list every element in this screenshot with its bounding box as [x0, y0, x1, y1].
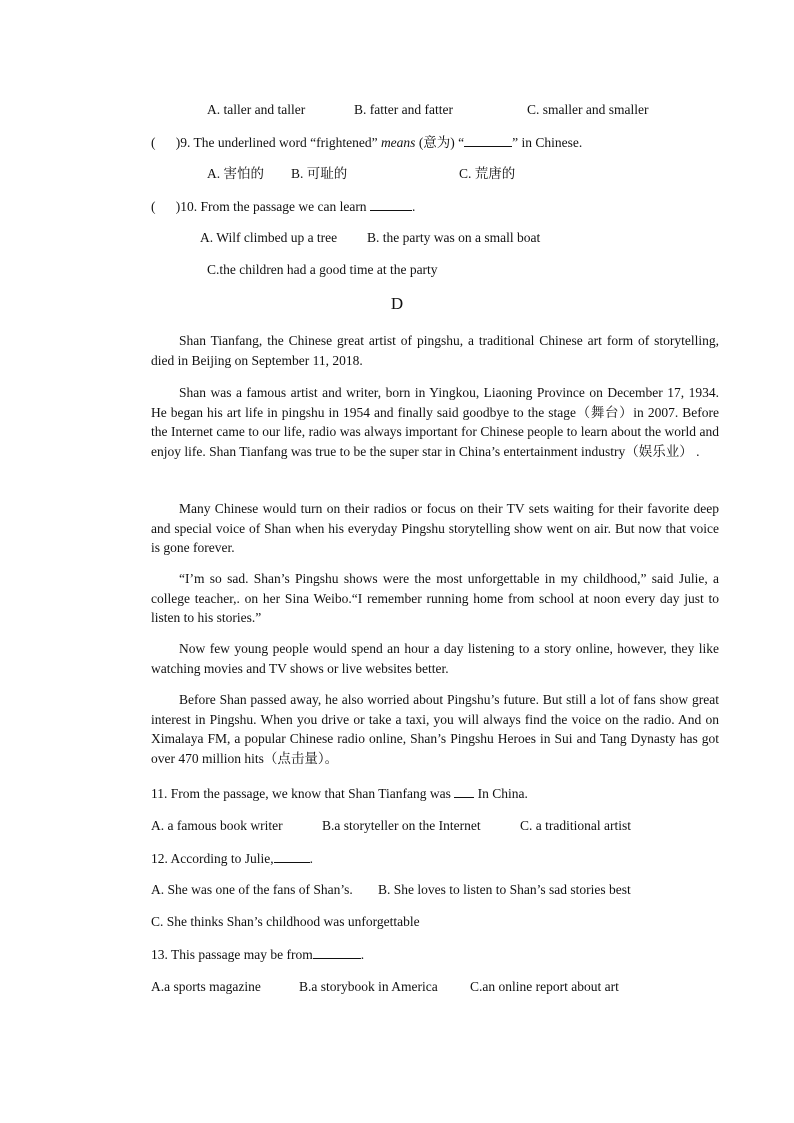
q10-option-a: A. Wilf climbed up a tree: [200, 230, 338, 245]
answer-blank: [313, 946, 361, 959]
q10-text: 10. From the passage we can learn: [180, 199, 367, 214]
q10-option-c: C.the children had a good time at the party: [207, 262, 438, 277]
answer-bracket: ( ): [151, 135, 181, 150]
answer-blank: [370, 198, 412, 211]
q12-text: 12. According to Julie,: [151, 851, 274, 866]
q13-option-c: C.an online report about art: [470, 979, 619, 994]
q9-prefix: 9. The underlined word “frightened”: [180, 135, 378, 150]
q11-option-a: A. a famous book writer: [151, 818, 283, 833]
q12-question: [151, 850, 313, 867]
q12-end: .: [309, 851, 313, 866]
q10-end: .: [411, 199, 416, 214]
q9-option-a: A. 害怕的: [207, 166, 264, 181]
q11-option-c: C. a traditional artist: [520, 818, 631, 833]
q12-option-b: B. She loves to listen to Shan’s sad stories best: [378, 882, 631, 897]
q13-end: .: [360, 947, 365, 962]
q8-option-c: C. smaller and smaller: [527, 102, 649, 117]
q9-question: [151, 134, 582, 151]
answer-blank: [274, 850, 310, 863]
q8-option-a: A. taller and taller: [207, 102, 306, 117]
answer-blank: [454, 785, 474, 798]
passage-paragraph-3: Many Chinese would turn on their radios or focus on their TV sets waiting for their favorite deep and special voice of Shan when his everyday Pingshu storytelling show went on air. But now that voice is gone forever.: [151, 501, 719, 555]
q10-question: [151, 198, 415, 215]
q10-option-b: B. the party was on a small boat: [367, 230, 541, 245]
q13-text: 13. This passage may be from: [151, 947, 313, 962]
q13-option-b: B.a storybook in America: [299, 979, 438, 994]
q8-option-b: B. fatter and fatter: [354, 102, 453, 117]
passage-paragraph-4: “I’m so sad. Shan’s Pingshu shows were the most unforgettable in my childhood,” said Julie, a college teacher,. on her Sina Weibo.“I remember running home from school at noon every day just to listen to his stories.”: [151, 571, 719, 625]
q11-question: [151, 785, 528, 802]
q9-option-c: C. 荒唐的: [459, 166, 516, 181]
q13-question: [151, 946, 364, 963]
passage-paragraph-6: Before Shan passed away, he also worried about Pingshu’s future. But still a lot of fans show great interest in Pingshu. When you drive or take a taxi, you will always find the voice on the radio. And on Ximalaya FM, a popular Chinese radio online, Shan’s Pingshu Heroes in Sui and Tang Dynasty has got over 470 million hits（点击量）。: [151, 692, 719, 766]
q11-text: 11. From the passage, we know that Shan Tianfang was: [151, 786, 451, 801]
answer-bracket: ( ): [151, 199, 181, 214]
passage-paragraph-2: Shan was a famous artist and writer, born in Yingkou, Liaoning Province on December 17, 1934. He began his art life in pingshu in 1954 and finally said goodbye to the stage（舞台）in 2007. Before the Internet came to our life, radio was always important for Chinese people to learn about the world and enjoy life. Shan Tianfang was true to be the super star in China’s entertainment industry（娱乐业） .: [151, 385, 719, 459]
q11-end: In China.: [474, 786, 528, 801]
q11-option-b: B.a storyteller on the Internet: [322, 818, 481, 833]
passage-paragraph-5: Now few young people would spend an hour a day listening to a story online, however, they like watching movies and TV shows or live websites better.: [151, 641, 719, 676]
answer-blank: [464, 134, 512, 147]
q12-option-a: A. She was one of the fans of Shan’s.: [151, 882, 353, 897]
q9-option-b: B. 可耻的: [291, 166, 348, 181]
section-title: D: [390, 294, 404, 313]
q9-italic: means: [380, 135, 416, 150]
passage-paragraph-1: Shan Tianfang, the Chinese great artist of pingshu, a traditional Chinese art form of storytelling, died in Beijing on September 11, 2018.: [151, 333, 719, 368]
q12-option-c: C. She thinks Shan’s childhood was unforgettable: [151, 914, 420, 929]
q9-end: ” in Chinese.: [512, 135, 583, 150]
q13-option-a: A.a sports magazine: [151, 979, 261, 994]
q9-suffix: (意为) “: [418, 135, 465, 150]
